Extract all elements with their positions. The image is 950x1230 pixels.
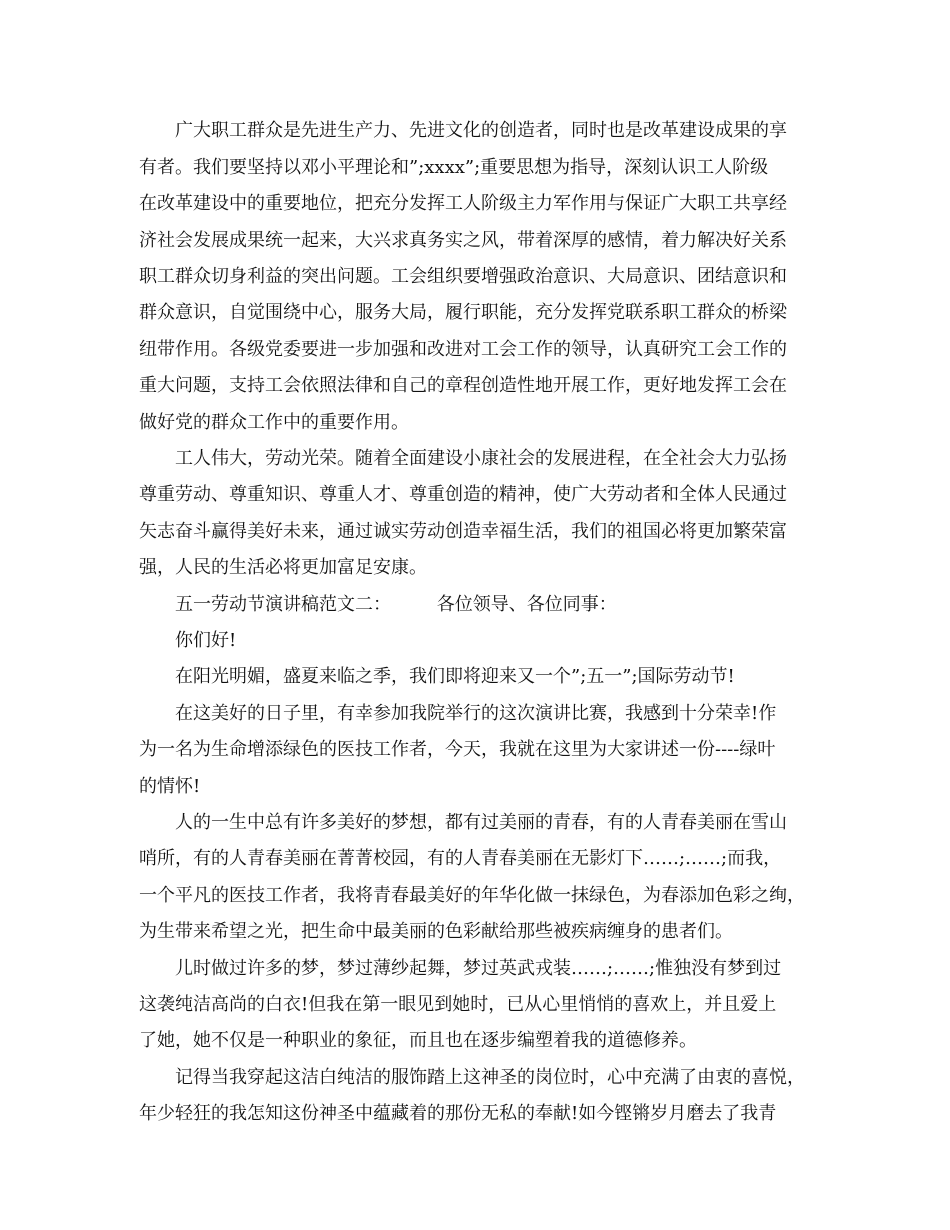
text-line: 人的一生中总有许多美好的梦想，都有过美丽的青春，有的人青春美丽在雪山 [175,812,787,833]
text-line: 职工群众切身利益的突出问题。工会组织要增强政治意识、大局意识、团结意识和 [139,266,787,287]
text-line: 年少轻狂的我怎知这份神圣中蕴藏着的那份无私的奉献!如今铿锵岁月磨去了我青 [139,1103,777,1124]
text-line: 广大职工群众是先进生产力、先进文化的创造者，同时也是改革建设成果的享 [175,120,787,141]
text-line: 尊重劳动、尊重知识、尊重人才、尊重创造的精神，使广大劳动者和全体人民通过 [139,484,787,505]
text-line: 有者。我们要坚持以邓小平理论和”;xxxx”;重要思想为指导，深刻认识工人阶级 [139,157,769,178]
text-line: 五一劳动节演讲稿范文二： 各位领导、各位同事： [175,594,617,615]
text-line: 在阳光明媚，盛夏来临之季，我们即将迎来又一个”;五一”;国际劳动节! [175,666,735,687]
text-line: 为生带来希望之光，把生命中最美丽的色彩献给那些被疾病缠身的患者们。 [139,921,733,942]
text-line: 群众意识，自觉围绕中心，服务大局，履行职能，充分发挥党联系职工群众的桥梁 [139,302,787,323]
text-line: 矢志奋斗赢得美好未来，通过诚实劳动创造幸福生活，我们的祖国必将更加繁荣富 [139,521,787,542]
text-line: 哨所，有的人青春美丽在菁菁校园，有的人青春美丽在无影灯下……;……;而我， [139,848,782,869]
text-line: 记得当我穿起这洁白纯洁的服饰踏上这神圣的岗位时，心中充满了由衷的喜悦， [175,1067,805,1088]
text-line: 一个平凡的医技工作者，我将青春最美好的年华化做一抹绿色，为春添加色彩之绚， [139,885,805,906]
text-line: 这袭纯洁高尚的白衣!但我在第一眼见到她时，已从心里悄悄的喜欢上，并且爱上 [139,994,777,1015]
text-line: 你们好! [175,630,237,651]
text-line: 为一名为生命增添绿色的医技工作者，今天，我就在这里为大家讲述一份----绿叶 [139,739,776,760]
text-line: 做好党的群众工作中的重要作用。 [139,412,409,433]
text-line: 纽带作用。各级党委要进一步加强和改进对工会工作的领导，认真研究工会工作的 [139,339,787,360]
text-line: 工人伟大，劳动光荣。随着全面建设小康社会的发展进程，在全社会大力弘扬 [175,448,787,469]
text-line: 重大问题，支持工会依照法律和自己的章程创造性地开展工作，更好地发挥工会在 [139,375,787,396]
text-line: 济社会发展成果统一起来，大兴求真务实之风，带着深厚的感情，着力解决好关系 [139,230,787,251]
text-line: 了她，她不仅是一种职业的象征，而且也在逐步编塑着我的道德修养。 [139,1030,697,1051]
text-line: 儿时做过许多的梦，梦过薄纱起舞，梦过英武戎装……;……;惟独没有梦到过 [175,958,782,979]
text-line: 在这美好的日子里，有幸参加我院举行的这次演讲比赛，我感到十分荣幸!作 [175,703,777,724]
text-line: 的情怀! [139,776,201,797]
text-line: 强，人民的生活必将更加富足安康。 [139,557,427,578]
text-line: 在改革建设中的重要地位，把充分发挥工人阶级主力军作用与保证广大职工共享经 [139,193,787,214]
